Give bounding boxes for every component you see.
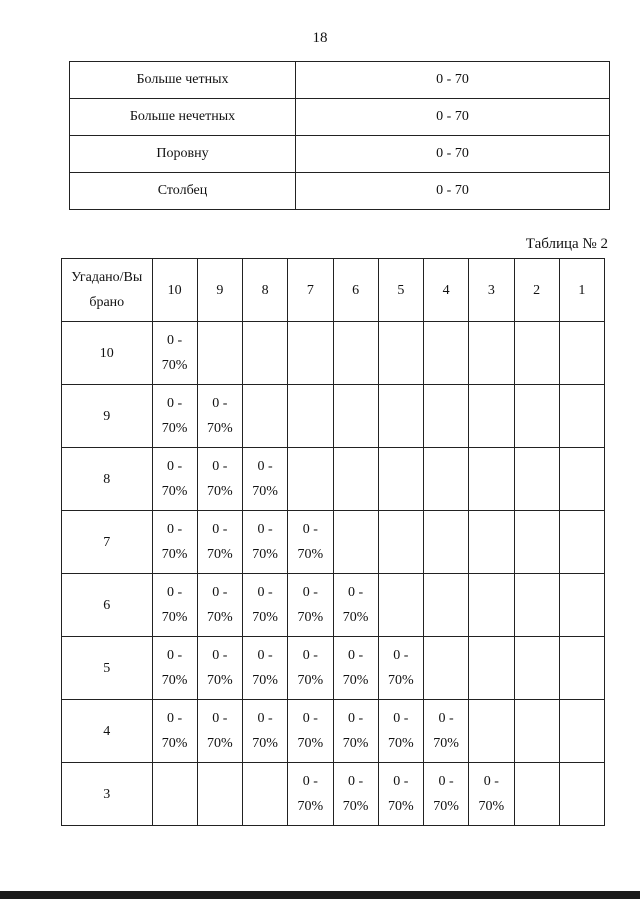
column-header: 6	[333, 259, 378, 322]
cell-value: 0 - 70%	[297, 522, 324, 562]
cell-value: 0 - 70%	[342, 585, 369, 625]
table-cell	[152, 700, 197, 763]
cell-value: 0 - 70%	[161, 711, 188, 751]
table-cell	[288, 322, 333, 385]
table-cell	[378, 763, 423, 826]
table-cell	[333, 700, 378, 763]
table-cell	[197, 574, 242, 637]
table-cell	[424, 448, 469, 511]
table-cell	[243, 763, 288, 826]
column-header: 5	[378, 259, 423, 322]
row-value: 0 - 70	[296, 62, 610, 99]
table-cell	[197, 322, 242, 385]
table-cell	[333, 574, 378, 637]
table-cell	[243, 574, 288, 637]
table-cell	[333, 511, 378, 574]
table-row	[62, 322, 605, 385]
table-cell	[378, 700, 423, 763]
cell-value: 0 - 70%	[161, 396, 188, 436]
table-cell	[152, 511, 197, 574]
table-cell	[424, 385, 469, 448]
page-number: 18	[312, 30, 328, 46]
cell-value: 0 - 70%	[207, 522, 233, 562]
table-cell	[288, 637, 333, 700]
table-row	[70, 136, 610, 173]
table-row	[70, 173, 610, 210]
table-2	[61, 258, 605, 826]
row-header: 9	[62, 385, 153, 448]
table-cell	[514, 700, 559, 763]
row-value: 0 - 70	[296, 173, 610, 210]
table-1	[69, 61, 610, 210]
cell-value: 0 - 70%	[252, 648, 278, 688]
table-cell	[469, 637, 514, 700]
corner-header-line: Угадано/Вы	[71, 270, 143, 285]
table-row	[70, 99, 610, 136]
table-cell	[333, 763, 378, 826]
table-cell	[559, 637, 604, 700]
cell-value: 0 - 70%	[478, 774, 505, 814]
table-cell	[333, 448, 378, 511]
table-row	[70, 62, 610, 99]
table-cell	[152, 448, 197, 511]
cell-value: 0 - 70%	[252, 585, 278, 625]
table-cell	[424, 511, 469, 574]
table-cell	[288, 700, 333, 763]
table-row	[62, 700, 605, 763]
table-cell	[197, 448, 242, 511]
table-cell	[152, 385, 197, 448]
table-cell	[559, 574, 604, 637]
cell-value: 0 - 70%	[433, 711, 459, 751]
table-cell	[243, 637, 288, 700]
cell-value: 0 - 70%	[207, 648, 233, 688]
scan-bottom-edge	[0, 891, 640, 899]
table-row	[62, 637, 605, 700]
row-header: 6	[62, 574, 153, 637]
table-cell	[333, 322, 378, 385]
table-row	[62, 448, 605, 511]
table-cell	[288, 574, 333, 637]
table-cell	[469, 763, 514, 826]
column-header: 8	[243, 259, 288, 322]
row-label: Больше нечетных	[70, 99, 296, 136]
table-cell	[469, 385, 514, 448]
table-caption: Таблица № 2	[525, 236, 608, 252]
table-cell	[152, 637, 197, 700]
table-cell	[514, 322, 559, 385]
table-cell	[288, 763, 333, 826]
table-cell	[243, 448, 288, 511]
corner-header	[62, 259, 153, 322]
table-cell	[514, 448, 559, 511]
table-row	[62, 385, 605, 448]
table-cell	[514, 763, 559, 826]
row-header: 4	[62, 700, 153, 763]
column-header: 7	[288, 259, 333, 322]
cell-value: 0 - 70%	[161, 522, 188, 562]
cell-value: 0 - 70%	[297, 774, 324, 814]
table-cell	[514, 637, 559, 700]
table-cell	[424, 763, 469, 826]
table-cell	[197, 700, 242, 763]
table-cell	[152, 763, 197, 826]
cell-value: 0 - 70%	[161, 585, 188, 625]
table-cell	[469, 700, 514, 763]
column-header: 4	[424, 259, 469, 322]
table-cell	[197, 511, 242, 574]
cell-value: 0 - 70%	[161, 459, 188, 499]
table-cell	[378, 448, 423, 511]
table-cell	[243, 385, 288, 448]
table-cell	[197, 637, 242, 700]
row-header: 8	[62, 448, 153, 511]
cell-value: 0 - 70%	[342, 648, 369, 688]
cell-value: 0 - 70%	[252, 522, 278, 562]
table-cell	[559, 385, 604, 448]
cell-value: 0 - 70%	[388, 648, 414, 688]
column-header: 2	[514, 259, 559, 322]
table-cell	[514, 511, 559, 574]
table-cell	[559, 700, 604, 763]
table-cell	[378, 574, 423, 637]
cell-value: 0 - 70%	[388, 774, 414, 814]
table-cell	[288, 385, 333, 448]
table-cell	[152, 322, 197, 385]
table-cell	[378, 511, 423, 574]
row-value: 0 - 70	[296, 99, 610, 136]
table-row	[62, 574, 605, 637]
cell-value: 0 - 70%	[252, 459, 278, 499]
cell-value: 0 - 70%	[161, 333, 188, 373]
table-cell	[424, 637, 469, 700]
table-cell	[469, 448, 514, 511]
table-cell	[243, 700, 288, 763]
table-cell	[378, 637, 423, 700]
row-label: Столбец	[70, 173, 296, 210]
cell-value: 0 - 70%	[252, 711, 278, 751]
table-cell	[469, 574, 514, 637]
table-cell	[559, 448, 604, 511]
column-header: 9	[197, 259, 242, 322]
row-header: 3	[62, 763, 153, 826]
cell-value: 0 - 70%	[342, 711, 369, 751]
row-value: 0 - 70	[296, 136, 610, 173]
cell-value: 0 - 70%	[207, 396, 233, 436]
table-cell	[197, 385, 242, 448]
table-cell	[514, 385, 559, 448]
corner-header-line: брано	[89, 295, 125, 310]
row-label: Больше четных	[70, 62, 296, 99]
table-cell	[152, 574, 197, 637]
table-cell	[424, 700, 469, 763]
cell-value: 0 - 70%	[297, 585, 324, 625]
cell-value: 0 - 70%	[207, 711, 233, 751]
table-cell	[378, 385, 423, 448]
row-header: 5	[62, 637, 153, 700]
table-cell	[333, 637, 378, 700]
row-header: 10	[62, 322, 153, 385]
table-cell	[559, 322, 604, 385]
table-row	[62, 511, 605, 574]
table-cell	[378, 322, 423, 385]
table-cell	[424, 574, 469, 637]
cell-value: 0 - 70%	[342, 774, 369, 814]
cell-value: 0 - 70%	[207, 585, 233, 625]
table-cell	[243, 322, 288, 385]
column-header: 10	[152, 259, 197, 322]
table-cell	[288, 448, 333, 511]
cell-value: 0 - 70%	[161, 648, 188, 688]
cell-value: 0 - 70%	[297, 648, 324, 688]
column-header: 1	[559, 259, 604, 322]
cell-value: 0 - 70%	[297, 711, 324, 751]
table-header-row	[62, 259, 605, 322]
table-cell	[197, 763, 242, 826]
table-cell	[243, 511, 288, 574]
row-header: 7	[62, 511, 153, 574]
row-label: Поровну	[70, 136, 296, 173]
table-cell	[514, 574, 559, 637]
table-cell	[424, 322, 469, 385]
table-cell	[333, 385, 378, 448]
table-cell	[288, 511, 333, 574]
cell-value: 0 - 70%	[388, 711, 414, 751]
cell-value: 0 - 70%	[433, 774, 459, 814]
cell-value: 0 - 70%	[207, 459, 233, 499]
table-cell	[469, 511, 514, 574]
table-cell	[559, 511, 604, 574]
column-header: 3	[469, 259, 514, 322]
table-cell	[559, 763, 604, 826]
table-row	[62, 763, 605, 826]
table-cell	[469, 322, 514, 385]
